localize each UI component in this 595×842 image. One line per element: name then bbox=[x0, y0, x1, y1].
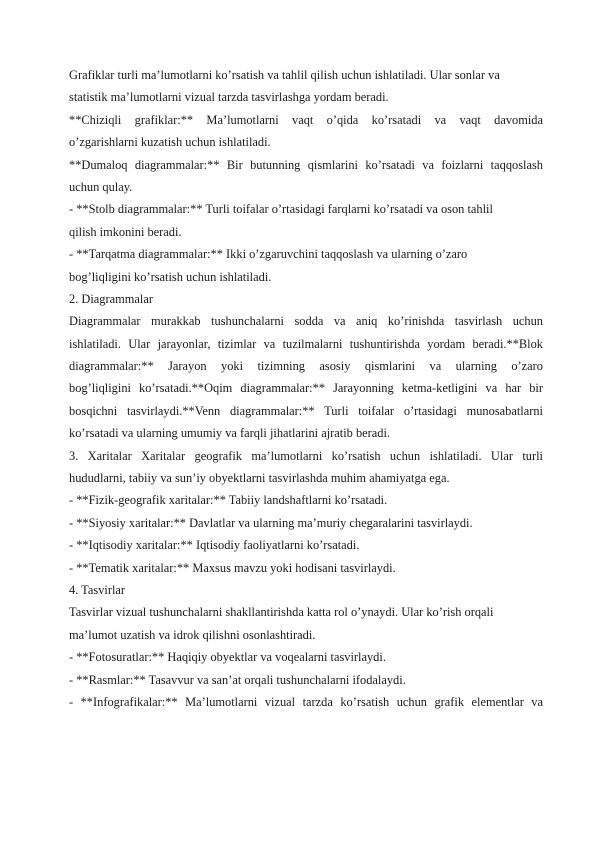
text-line: bosqichni tasvirlaydi.**Venn diagrammalar:** Turli toifalar o’rtasidagi munosabatlarni bbox=[69, 403, 543, 418]
text-line: - **Tarqatma diagrammalar:** Ikki o’zgaruvchini taqqoslash va ularning o’zaro bbox=[69, 247, 468, 262]
text-line: - **Fizik-geografik xaritalar:** Tabiiy landshaftlarni ko’rsatadi. bbox=[69, 493, 388, 508]
text-line: Diagrammalar murakkab tushunchalarni sodda va aniq ko’rinishda tasvirlash uchun bbox=[69, 314, 543, 329]
text-line: 4. Tasvirlar bbox=[69, 582, 126, 597]
text-line: - **Iqtisodiy xaritalar:** Iqtisodiy faoliyatlarni ko’rsatadi. bbox=[69, 538, 360, 553]
text-line: o’zgarishlarni kuzatish uchun ishlatiladi. bbox=[69, 135, 271, 150]
text-line: qilish imkonini beradi. bbox=[69, 224, 182, 239]
text-line: 3. Xaritalar Xaritalar geografik ma’lumotlarni ko’rsatish uchun ishlatiladi. Ular turli bbox=[69, 448, 543, 463]
text-line: - **Fotosuratlar:** Haqiqiy obyektlar va voqealarni tasvirlaydi. bbox=[69, 650, 386, 665]
text-line: diagrammalar:** Jarayon yoki tizimning asosiy qismlarini va ularning o’zaro bbox=[69, 359, 543, 374]
text-line: bog’liqligini ko’rsatadi.**Oqim diagrammalar:** Jarayonning ketma-ketligini va har bir bbox=[69, 381, 543, 396]
text-line: Tasvirlar vizual tushunchalarni shakllantirishda katta rol o’ynaydi. Ular ko’rish orqali bbox=[69, 605, 494, 620]
text-line: **Chiziqli grafiklar:** Ma’lumotlarni vaqt o’qida ko’rsatadi va vaqt davomida bbox=[69, 112, 543, 127]
text-line: hududlarni, tabiiy va sun’iy obyektlarni tasvirlashda muhim ahamiyatga ega. bbox=[69, 471, 450, 486]
text-line: 2. Diagrammalar bbox=[69, 291, 153, 306]
text-line: statistik ma’lumotlarni vizual tarzda tasvirlashga yordam beradi. bbox=[69, 90, 389, 105]
text-line: ma’lumot uzatish va idrok qilishni osonlashtiradi. bbox=[69, 627, 316, 642]
text-line: - **Rasmlar:** Tasavvur va san’at orqali tushunchalarni ifodalaydi. bbox=[69, 672, 406, 687]
document-body bbox=[69, 64, 543, 713]
text-line: - **Tematik xaritalar:** Maxsus mavzu yoki hodisani tasvirlaydi. bbox=[69, 560, 396, 575]
text-line: ishlatiladi. Ular jarayonlar, tizimlar va tuzilmalarni tushuntirishda yordam beradi.**Blok bbox=[69, 336, 543, 351]
text-line: - **Stolb diagrammalar:** Turli toifalar o’rtasidagi farqlarni ko’rsatadi va oson tahlil bbox=[69, 202, 493, 217]
text-line: uchun qulay. bbox=[69, 179, 133, 194]
text-line: Grafiklar turli ma’lumotlarni ko’rsatish va tahlil qilish uchun ishlatiladi. Ular sonlar va bbox=[69, 68, 500, 82]
text-line: bog’liqligini ko’rsatish uchun ishlatiladi. bbox=[69, 269, 272, 284]
text-line: - **Siyosiy xaritalar:** Davlatlar va ularning ma’muriy chegaralarini tasvirlaydi. bbox=[69, 515, 473, 530]
text-line: **Dumaloq diagrammalar:** Bir butunning qismlarini ko’rsatadi va foizlarni taqqoslash bbox=[69, 157, 543, 172]
text-line: ko’rsatadi va ularning umumiy va farqli jihatlarini ajratib beradi. bbox=[69, 426, 391, 441]
text-line: - **Infografikalar:** Ma’lumotlarni vizual tarzda ko’rsatish uchun grafik elementlar va bbox=[69, 694, 543, 709]
